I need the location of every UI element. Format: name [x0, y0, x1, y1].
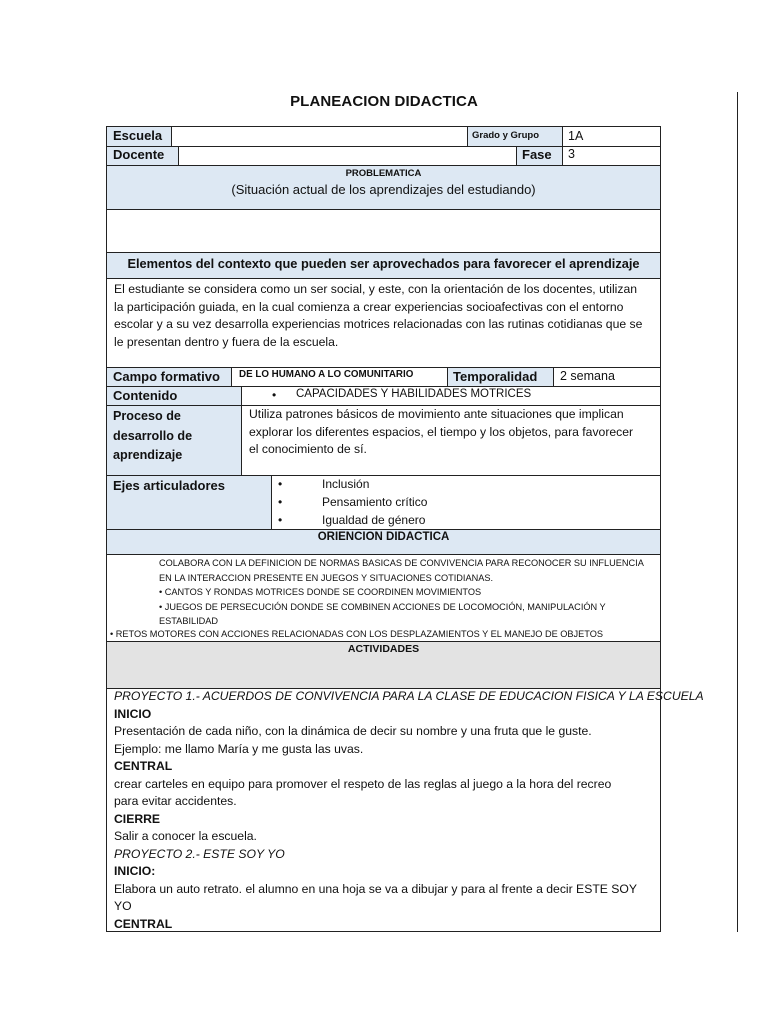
activity-line: CENTRAL — [114, 916, 173, 931]
activity-line: CIERRE — [114, 811, 161, 826]
temporalidad-label: Temporalidad — [453, 369, 538, 384]
rule — [106, 475, 661, 476]
proceso-label-line: Proceso de — [113, 409, 181, 423]
problematica-subtitle: (Situación actual de los aprendizajes del estudiando) — [231, 182, 536, 197]
rule — [231, 367, 232, 386]
orientacion-heading: ORIENCION DIDACTICA — [317, 531, 450, 543]
rule — [106, 554, 661, 555]
contexto-line: le presentan dentro y fuera de la escuela. — [114, 334, 339, 349]
activity-line: INICIO: — [114, 864, 156, 878]
rule — [106, 278, 661, 279]
orientacion-line: COLABORA CON LA DEFINICION DE NORMAS BASICAS DE CONVIVENCIA PARA RECONOCER SU INFLUENCIA — [159, 558, 644, 568]
contexto-text — [114, 281, 658, 351]
proceso-label — [113, 407, 192, 466]
bullet-icon: • — [278, 513, 283, 527]
ejes-item: Inclusión — [322, 477, 370, 491]
fase-label: Fase — [522, 147, 552, 162]
rule — [271, 475, 272, 529]
activity-line: para evitar accidentes. — [114, 794, 237, 808]
activity-line: INICIO — [114, 706, 152, 721]
proceso-line: Utiliza patrones básicos de movimiento ante situaciones que implican — [249, 407, 624, 421]
orientacion-line: • CANTOS Y RONDAS MOTRICES DONDE SE COORDINEN MOVIMIENTOS — [159, 587, 482, 597]
orientacion-text — [159, 556, 659, 629]
rule — [516, 146, 517, 165]
activity-line: Elabora un auto retrato. el alumno en una hoja se va a dibujar y para al frente a decir ESTE SOY — [114, 881, 638, 896]
proceso-line: explorar los diferentes espacios, el tiempo y los objetos, para favorecer — [249, 424, 634, 439]
rule — [171, 126, 172, 146]
contexto-line: escolar y a su vez desarrolla experiencias motrices relacionadas con las rutinas cotidianas que se — [114, 317, 643, 331]
bullet-icon: • — [272, 388, 277, 402]
ejes-item: Igualdad de género — [322, 513, 426, 527]
rule — [553, 367, 554, 386]
docente-label: Docente — [113, 147, 165, 162]
campo-label: Campo formativo — [113, 369, 220, 384]
activity-line: YO — [114, 899, 132, 913]
rule — [467, 126, 468, 146]
contexto-line: la participación guiada, en la cual comienza a crear experiencias socioafectivas con el entorno — [114, 299, 624, 314]
rule — [106, 252, 661, 253]
activity-line: Presentación de cada niño, con la dinámica de decir su nombre y una fruta que le guste. — [114, 724, 592, 738]
orientacion-line: • JUEGOS DE PERSECUCIÓN DONDE SE COMBINEN ACCIONES DE LOCOMOCIÓN, MANIPULACIÓN Y — [159, 601, 606, 612]
rule — [178, 146, 179, 165]
actividades-text — [114, 688, 704, 933]
grado-label: Grado y Grupo — [472, 130, 540, 141]
proceso-line: el conocimiento de sí. — [249, 442, 367, 456]
contenido-value: CAPACIDADES Y HABILIDADES MOTRICES — [296, 388, 532, 400]
activity-line: crear carteles en equipo para promover el respeto de las reglas al juego a la hora del recreo — [114, 776, 612, 791]
grado-value: 1A — [568, 129, 584, 143]
activity-line: PROYECTO 2.- ESTE SOY YO — [114, 846, 285, 861]
proceso-label-line: aprendizaje — [113, 448, 183, 462]
temporalidad-value: 2 semana — [560, 369, 615, 383]
document-title: PLANEACION DIDACTICA — [290, 93, 478, 110]
campo-value: DE LO HUMANO A LO COMUNITARIO — [239, 369, 414, 380]
orientacion-last-line: • RETOS MOTORES CON ACCIONES RELACIONADAS CON LOS DESPLAZAMIENTOS Y EL MANEJO DE OBJETOS — [110, 629, 603, 639]
rule — [106, 146, 661, 147]
escuela-label: Escuela — [113, 128, 163, 143]
rule — [106, 367, 661, 368]
activity-line: PROYECTO 1.- ACUERDOS DE CONVIVENCIA PARA LA CLASE DE EDUCACION FISICA Y LA ESCUELA — [114, 689, 704, 703]
rule — [106, 529, 661, 530]
rule — [106, 209, 661, 210]
rule — [106, 165, 661, 166]
contexto-heading: Elementos del contexto que pueden ser aprovechados para favorecer el aprendizaje — [127, 256, 640, 271]
rule — [241, 386, 242, 475]
fase-value: 3 — [568, 147, 575, 161]
proceso-text — [249, 406, 659, 459]
contexto-line: El estudiante se considera como un ser social, y este, con la orientación de los docentes, utilizan — [114, 282, 638, 296]
ejes-item: Pensamiento crítico — [322, 495, 428, 509]
orientacion-line: EN LA INTERACCION PRESENTE EN JUEGOS Y SITUACIONES COTIDIANAS. — [159, 572, 494, 583]
orientacion-line: ESTABILIDAD — [159, 616, 219, 626]
ejes-label: Ejes articuladores — [113, 478, 225, 493]
rule — [106, 386, 661, 387]
activity-line: CENTRAL — [114, 759, 173, 773]
activity-line: Ejemplo: me llamo María y me gusta las uvas. — [114, 741, 364, 756]
activity-line: Salir a conocer la escuela. — [114, 829, 257, 843]
bullet-icon: • — [278, 495, 283, 509]
rule — [447, 367, 448, 386]
bullet-icon: • — [278, 477, 283, 491]
contenido-label: Contenido — [113, 388, 178, 403]
problematica-heading: PROBLEMATICA — [345, 168, 422, 179]
actividades-heading: ACTIVIDADES — [347, 643, 420, 655]
rule — [562, 126, 563, 165]
page-margin-line — [737, 92, 738, 932]
proceso-label-line: desarrollo de — [113, 428, 193, 443]
